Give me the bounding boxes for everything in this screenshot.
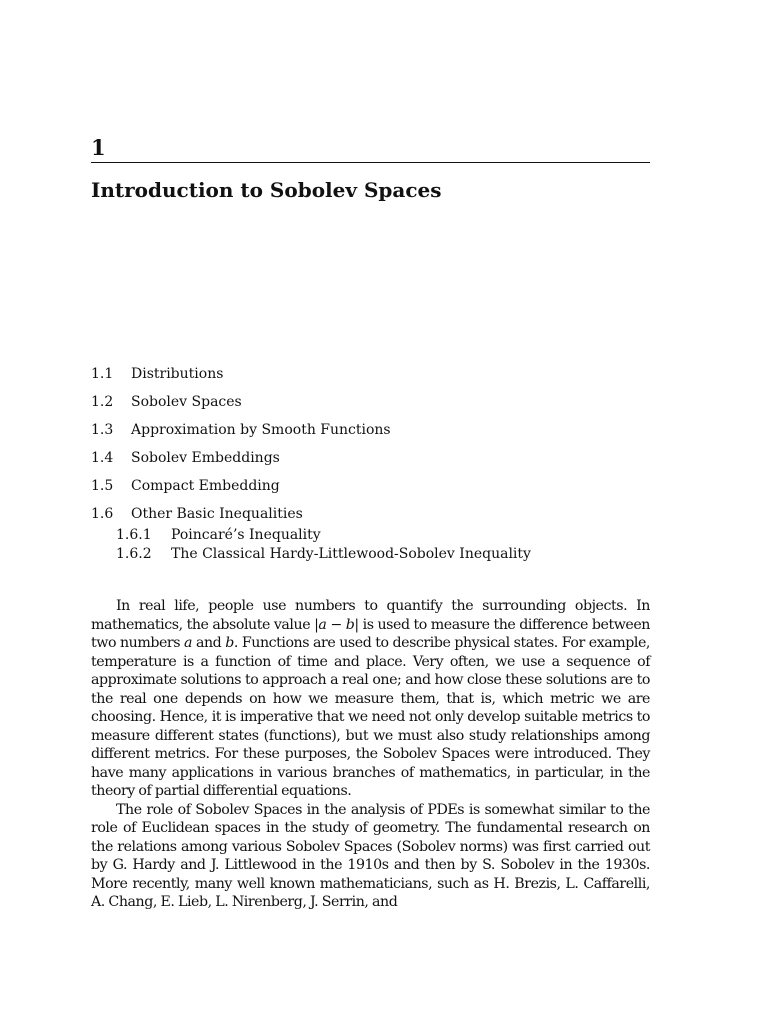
chapter-number: 1 [91, 135, 106, 160]
toc-subitem[interactable] [116, 525, 321, 545]
body-text [91, 597, 650, 912]
toc-label: Compact Embedding [131, 478, 280, 494]
toc-number: 1.3 [91, 422, 114, 438]
toc-label: The Classical Hardy-Littlewood-Sobolev Inequality [171, 546, 531, 562]
toc-subitem[interactable] [116, 544, 531, 564]
toc-item[interactable] [91, 476, 280, 496]
toc-item[interactable] [91, 420, 391, 440]
toc-number: 1.2 [91, 394, 114, 410]
text-run: . Functions are used to describe physical states. For example, temperature is a function of time and place. Very often, we use a sequence of approximate solutions to approach a real one; and how close these solutions are to the real one depends on how we measure them, that is, which metric we are choosing. Hence, it is imperative that we need not only develop suitable metrics to measure different states (functions), but we must also study relationships among different metrics. For these purposes, the Sobolev Spaces were introduced. They have many applications in various branches of mathematics, in particular, in the theory of partial differential equations. [91, 635, 650, 799]
toc-label: Other Basic Inequalities [131, 506, 303, 522]
toc-item[interactable] [91, 364, 223, 384]
text-run: and [192, 635, 226, 651]
toc-number: 1.6.1 [116, 527, 152, 543]
math-variable: a [318, 616, 327, 633]
toc-item[interactable] [91, 504, 303, 524]
chapter-rule [91, 162, 650, 163]
toc-number: 1.4 [91, 450, 114, 466]
toc-label: Sobolev Embeddings [131, 450, 280, 466]
toc-item[interactable] [91, 392, 242, 412]
math-variable: b [225, 635, 234, 651]
paragraph-history: The role of Sobolev Spaces in the analysis of PDEs is somewhat similar to the role of Euclidean spaces in the study of geometry. The fundamental research on the relations among various Sobolev Spaces (Sobolev norms) was first carried out by G. Hardy and J. Littlewood in the 1910s and then by S. Sobolev in the 1930s. More recently, many well known mathematicians, such as H. Brezis, L. Caffarelli, A. Chang, E. Lieb, L. Nirenberg, J. Serrin, and [91, 801, 650, 910]
chapter-title: Introduction to Sobolev Spaces [91, 178, 442, 202]
text-run: − [326, 616, 346, 633]
text-run: | is used to measure the difference between two numbers [91, 616, 650, 651]
toc-item[interactable] [91, 448, 280, 468]
math-variable: b [345, 616, 355, 633]
paragraph-intro [91, 597, 650, 801]
toc-number: 1.5 [91, 478, 114, 494]
math-variable: a [184, 635, 193, 651]
toc-number: 1.6 [91, 506, 114, 522]
toc-label: Approximation by Smooth Functions [131, 422, 391, 438]
toc-number: 1.6.2 [116, 546, 152, 562]
toc-number: 1.1 [91, 366, 114, 382]
toc-label: Sobolev Spaces [131, 394, 242, 410]
toc-label: Poincaré’s Inequality [171, 527, 321, 543]
text-run: In real life, people use numbers to quantify the surrounding objects. In mathematics, the absolute value | [91, 598, 650, 633]
toc-label: Distributions [131, 366, 224, 382]
